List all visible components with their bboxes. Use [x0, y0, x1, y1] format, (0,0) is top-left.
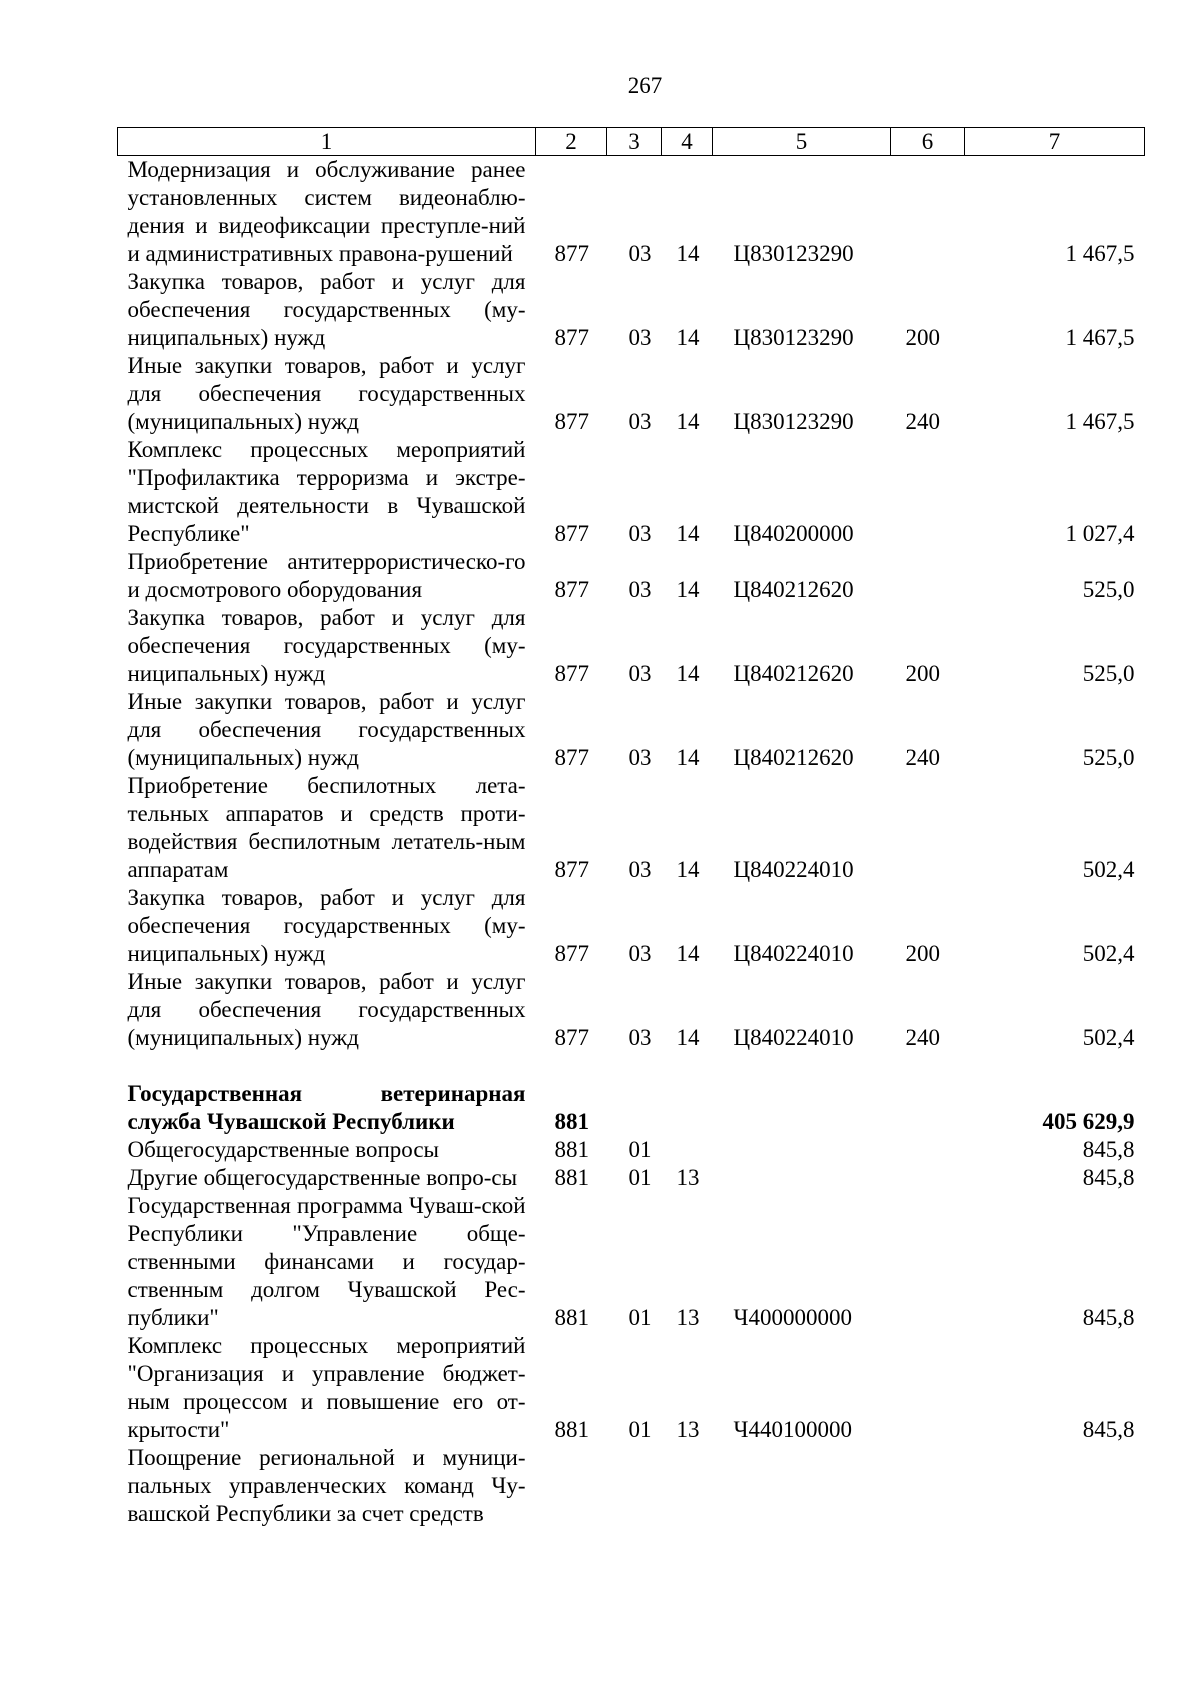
table-row	[118, 352, 1145, 436]
row-amount: 1 027,4	[1065, 521, 1135, 546]
row-expense-type	[891, 1192, 965, 1332]
row-amount: 1 467,5	[1065, 409, 1135, 434]
row-section-code	[607, 1444, 662, 1528]
row-ministry-code: 877	[554, 745, 589, 770]
row-section-code: 03	[628, 745, 652, 770]
row-target-article	[713, 1164, 891, 1192]
row-target-article: Ц830123290	[733, 241, 854, 266]
row-description: Комплекс процессных мероприятий "Профилактика терроризма и экстре-мистской деятельности в Чувашской Республике"	[127, 437, 526, 546]
row-target-article: Ч400000000	[733, 1305, 852, 1330]
row-ministry-code: 877	[554, 857, 589, 882]
row-expense-type	[891, 1332, 965, 1444]
row-target-article: Ц830123290	[733, 409, 854, 434]
row-target-article: Ц840224010	[733, 1025, 854, 1050]
row-ministry-code: 881	[554, 1137, 589, 1162]
row-target-article: Ц840224010	[733, 941, 854, 966]
row-expense-type	[891, 156, 965, 269]
row-description: Закупка товаров, работ и услуг для обеспечения государственных (му-ниципальных) нужд	[127, 269, 526, 350]
row-expense-type	[891, 772, 965, 884]
row-target-article: Ц840224010	[733, 857, 854, 882]
header-col-3: 3	[607, 128, 662, 156]
table-row	[118, 436, 1145, 548]
table-body	[118, 156, 1145, 1529]
row-target-article	[713, 1136, 891, 1164]
row-target-article: Ц830123290	[733, 325, 854, 350]
row-amount: 845,8	[1082, 1417, 1135, 1442]
table-row	[118, 1332, 1145, 1444]
row-expense-type	[891, 436, 965, 548]
table-row	[118, 548, 1145, 604]
row-expense-type: 200	[905, 661, 940, 686]
row-amount: 525,0	[1082, 661, 1135, 686]
row-expense-type	[891, 1444, 965, 1528]
row-description: Закупка товаров, работ и услуг для обеспечения государственных (му-ниципальных) нужд	[127, 605, 526, 686]
row-expense-type	[891, 548, 965, 604]
row-subsection-code: 13	[676, 1305, 700, 1330]
row-ministry-code: 877	[554, 941, 589, 966]
row-section-code: 03	[628, 325, 652, 350]
row-amount: 502,4	[1082, 1025, 1135, 1050]
table-row	[118, 156, 1145, 269]
row-description: Другие общегосударственные вопро-сы	[127, 1165, 518, 1190]
row-ministry-code: 877	[554, 661, 589, 686]
row-expense-type: 200	[905, 941, 940, 966]
row-target-article	[713, 1444, 891, 1528]
row-subsection-code: 14	[676, 661, 700, 686]
row-amount: 502,4	[1082, 857, 1135, 882]
table-row	[118, 604, 1145, 688]
row-amount: 525,0	[1082, 745, 1135, 770]
row-ministry-code: 877	[554, 325, 589, 350]
row-section-code: 03	[628, 661, 652, 686]
row-description: Иные закупки товаров, работ и услуг для обеспечения государственных (муниципальных) нужд	[127, 969, 526, 1050]
table-row	[118, 1192, 1145, 1332]
row-ministry-code: 881	[554, 1165, 589, 1190]
row-amount: 845,8	[1082, 1165, 1135, 1190]
row-subsection-code: 14	[676, 745, 700, 770]
row-section-code: 03	[628, 941, 652, 966]
row-amount: 1 467,5	[1065, 325, 1135, 350]
row-subsection-code: 13	[676, 1165, 700, 1190]
row-description: Приобретение антитеррористическо-го и досмотрового оборудования	[127, 549, 526, 602]
row-section-code: 01	[628, 1137, 652, 1162]
row-ministry-code: 881	[554, 1109, 589, 1134]
row-description: Поощрение региональной и муници-пальных управленческих команд Чу-вашской Республики за счет средств	[127, 1445, 526, 1526]
row-ministry-code	[536, 1444, 607, 1528]
header-col-1: 1	[118, 128, 536, 156]
row-description: Комплекс процессных мероприятий "Организация и управление бюджет-ным процессом и повышение его от-крытости"	[127, 1333, 526, 1442]
row-subsection-code: 14	[676, 941, 700, 966]
header-col-7: 7	[965, 128, 1145, 156]
row-ministry-code: 877	[554, 241, 589, 266]
row-expense-type	[891, 1136, 965, 1164]
table-row	[118, 1080, 1145, 1136]
row-description: Модернизация и обслуживание ранее установленных систем видеонаблю-дения и видеофиксации преступле-ний и административных правона-рушений	[127, 157, 526, 266]
row-section-code: 03	[628, 577, 652, 602]
row-section-code: 01	[628, 1417, 652, 1442]
row-subsection-code: 14	[676, 577, 700, 602]
row-subsection-code: 14	[676, 521, 700, 546]
table-header	[118, 128, 1145, 156]
row-amount: 845,8	[1082, 1305, 1135, 1330]
row-description: Приобретение беспилотных лета-тельных аппаратов и средств проти-водействия беспилотным летатель-ным аппаратам	[127, 773, 526, 882]
row-expense-type	[891, 1164, 965, 1192]
budget-table	[117, 127, 1145, 1528]
row-description: Иные закупки товаров, работ и услуг для обеспечения государственных (муниципальных) нужд	[127, 353, 526, 434]
row-amount: 525,0	[1082, 577, 1135, 602]
table-row	[118, 268, 1145, 352]
row-description: Иные закупки товаров, работ и услуг для обеспечения государственных (муниципальных) нужд	[127, 689, 526, 770]
row-target-article: Ц840212620	[733, 577, 854, 602]
header-col-6: 6	[891, 128, 965, 156]
row-description: Государственная программа Чуваш-ской Республики "Управление обще-ственными финансами и государ-ственным долгом Чувашской Рес-публики"	[127, 1193, 526, 1330]
row-section-code	[607, 1080, 662, 1136]
row-amount: 405 629,9	[1042, 1109, 1135, 1134]
row-ministry-code: 877	[554, 521, 589, 546]
row-subsection-code: 14	[676, 857, 700, 882]
row-section-code: 03	[628, 1025, 652, 1050]
row-section-code: 03	[628, 857, 652, 882]
row-expense-type: 240	[905, 1025, 940, 1050]
row-expense-type: 240	[905, 745, 940, 770]
header-col-2: 2	[536, 128, 607, 156]
row-description: Закупка товаров, работ и услуг для обеспечения государственных (му-ниципальных) нужд	[127, 885, 526, 966]
row-target-article	[713, 1080, 891, 1136]
row-amount: 502,4	[1082, 941, 1135, 966]
table-row	[118, 1164, 1145, 1192]
row-description: Общегосударственные вопросы	[127, 1137, 439, 1162]
row-expense-type: 200	[905, 325, 940, 350]
row-ministry-code: 877	[554, 1025, 589, 1050]
table-row	[118, 1136, 1145, 1164]
row-target-article: Ч440100000	[733, 1417, 852, 1442]
table-row	[118, 884, 1145, 968]
row-subsection-code: 14	[676, 241, 700, 266]
row-description: Государственная ветеринарная служба Чувашской Республики	[127, 1081, 526, 1134]
row-amount: 845,8	[1082, 1137, 1135, 1162]
spacer-row	[118, 1052, 1145, 1080]
spacer-cell	[118, 1052, 1145, 1080]
header-col-5: 5	[713, 128, 891, 156]
header-col-4: 4	[662, 128, 713, 156]
row-expense-type: 240	[905, 409, 940, 434]
row-ministry-code: 877	[554, 577, 589, 602]
page-number: 267	[627, 73, 663, 98]
row-ministry-code: 881	[554, 1305, 589, 1330]
row-subsection-code: 13	[676, 1417, 700, 1442]
table-row	[118, 688, 1145, 772]
row-subsection-code: 14	[676, 325, 700, 350]
row-target-article: Ц840212620	[733, 661, 854, 686]
row-amount: 1 467,5	[1065, 241, 1135, 266]
row-subsection-code: 14	[676, 1025, 700, 1050]
row-section-code: 03	[628, 241, 652, 266]
row-subsection-code	[662, 1080, 713, 1136]
header-row	[118, 128, 1145, 156]
row-subsection-code	[662, 1444, 713, 1528]
row-ministry-code: 881	[554, 1417, 589, 1442]
row-subsection-code	[662, 1136, 713, 1164]
row-section-code: 01	[628, 1305, 652, 1330]
row-section-code: 03	[628, 521, 652, 546]
row-target-article: Ц840200000	[733, 521, 854, 546]
row-target-article: Ц840212620	[733, 745, 854, 770]
table-row	[118, 772, 1145, 884]
row-subsection-code: 14	[676, 409, 700, 434]
row-section-code: 03	[628, 409, 652, 434]
row-ministry-code: 877	[554, 409, 589, 434]
row-section-code: 01	[628, 1165, 652, 1190]
table-row	[118, 968, 1145, 1052]
table-row	[118, 1444, 1145, 1528]
row-amount	[965, 1444, 1145, 1528]
row-expense-type	[891, 1080, 965, 1136]
